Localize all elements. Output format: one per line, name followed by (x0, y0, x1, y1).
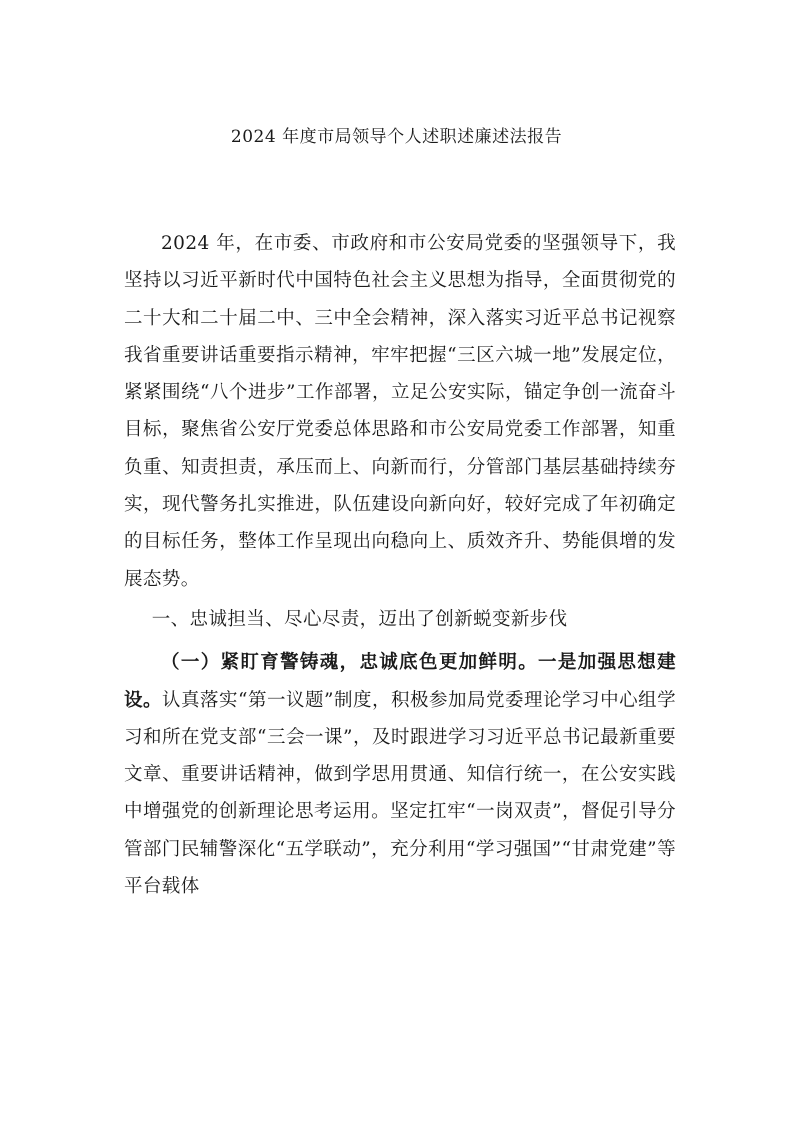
document-body (124, 225, 676, 905)
intro-paragraph: 2024 年，在市委、市政府和市公安局党委的坚强领导下，我坚持以习近平新时代中国特色社会主义思想为指导，全面贯彻党的二十大和二十届二中、三中全会精神，深入落实习近平总书记视察我省重要讲话重要指示精神，牢牢把握“三区六城一地”发展定位，紧紧围绕“八个进步”工作部署，立足公安实际，锚定争创一流奋斗目标，聚焦省公安厅党委总体思路和市公安局党委工作部署，知重负重、知责担责，承压而上、向新而行，分管部门基层基础持续夯实，现代警务扎实推进，队伍建设向新向好，较好完成了年初确定的目标任务，整体工作呈现出向稳向上、质效齐升、势能俱增的发展态势。 (124, 233, 676, 590)
subsection-paragraph (124, 641, 676, 905)
subsection-bold-lead: （一）紧盯育警铸魂，忠诚底色更加鲜明。一是加强思想建设。 (124, 652, 676, 711)
section-heading: 一、忠诚担当、尽心尽责，迈出了创新蜕变新步伐 (151, 608, 568, 630)
document-title: 2024 年度市局领导个人述职述廉述法报告 (230, 127, 563, 147)
subsection-text: 认真落实“第一议题”制度，积极参加局党委理论学习中心组学习和所在党支部“三会一课”，及时跟进学习习近平总书记最新重要文章、重要讲话精神，做到学思用贯通、知信行统一，在公安实践中增强党的创新理论思考运用。坚定扛牢“一岗双责”，督促引导分管部门民辅警深化“五学联动”，充分利用“学习强国”“甘肃党建”等平台载体 (124, 689, 676, 898)
